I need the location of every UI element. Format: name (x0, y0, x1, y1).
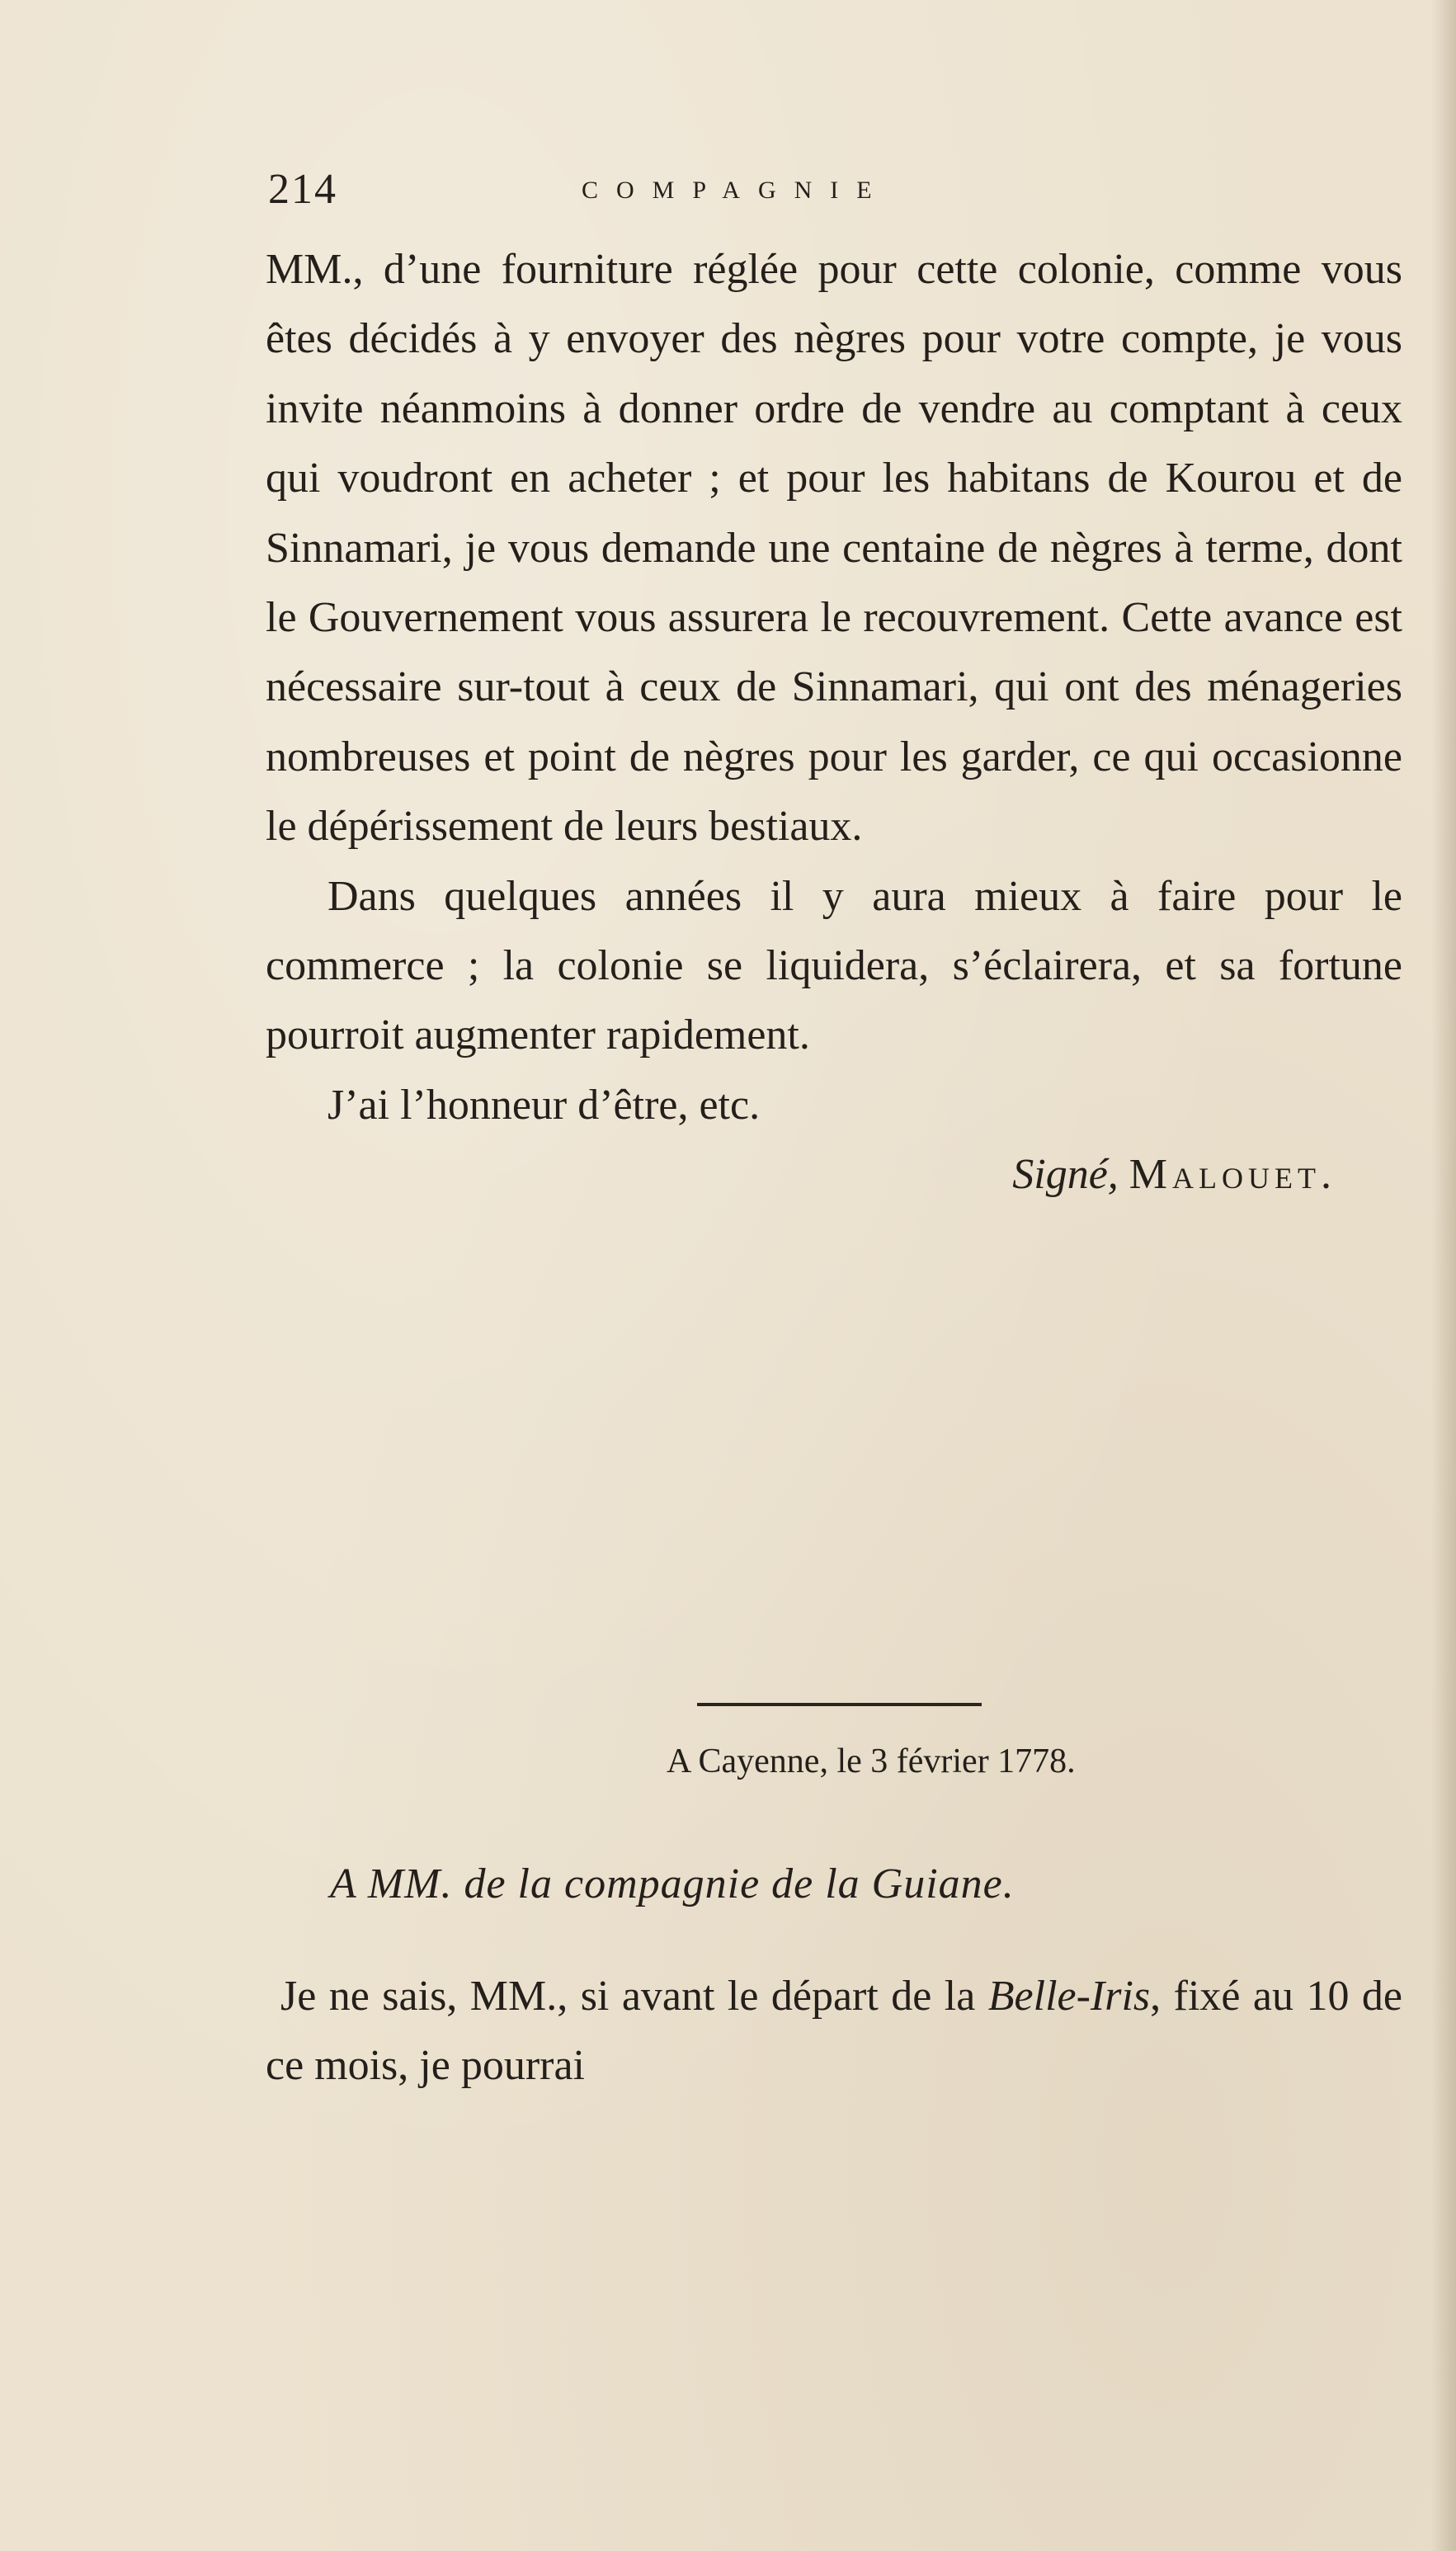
running-title: COMPAGNIE (582, 177, 890, 204)
signer-name: Malouet. (1129, 1151, 1336, 1199)
page-edge-shadow (1431, 0, 1456, 2551)
paragraph-1: MM., d’une fourniture réglée pour cette colonie, comme vous êtes décidés à y envoyer des nègres pour votre compte, je vous invite néanmoins à donner ordre de vendre au comptant à ceux qui voudront en acheter ; et pour les habitans de Kourou et de Sinnamari, je vous demande une centaine de nègres à terme, dont le Gouvernement vous assurera le recouvrement. Cette avance est nécessaire sur-tout à ceux de Sinnamari, qui ont des ménageries nombreuses et point de nègres pour les garder, ce qui occasionne le dépérissement de leurs bestiaux. (266, 246, 1402, 851)
paragraph-2: Dans quelques années il y aura mieux à faire pour le commerce ; la colonie se liquidera, s’éclairera, et sa fortune pourroit augmenter rapidement. (266, 872, 1402, 1059)
ship-name: Belle-Iris (987, 1973, 1151, 2020)
signed-label: Signé, (1012, 1151, 1119, 1199)
letter-salutation: A MM. de la compagnie de la Guiane. (330, 1860, 1015, 1907)
page-number: 214 (268, 166, 337, 213)
signature-line (266, 1140, 1402, 1209)
section-divider (697, 1703, 982, 1706)
letter2-body (266, 1962, 1402, 2101)
letter-dateline: A Cayenne, le 3 février 1778. (667, 1742, 1076, 1780)
letter2-text-start: Je ne sais, MM., si avant le départ de la (280, 1973, 988, 2020)
letter-body (266, 235, 1402, 1210)
running-head (268, 165, 1176, 231)
closing-line: J’ai l’honneur d’être, etc. (327, 1081, 761, 1129)
letter2-text-end: , fixé au 10 de ce mois, je pourrai (266, 1973, 1403, 2089)
